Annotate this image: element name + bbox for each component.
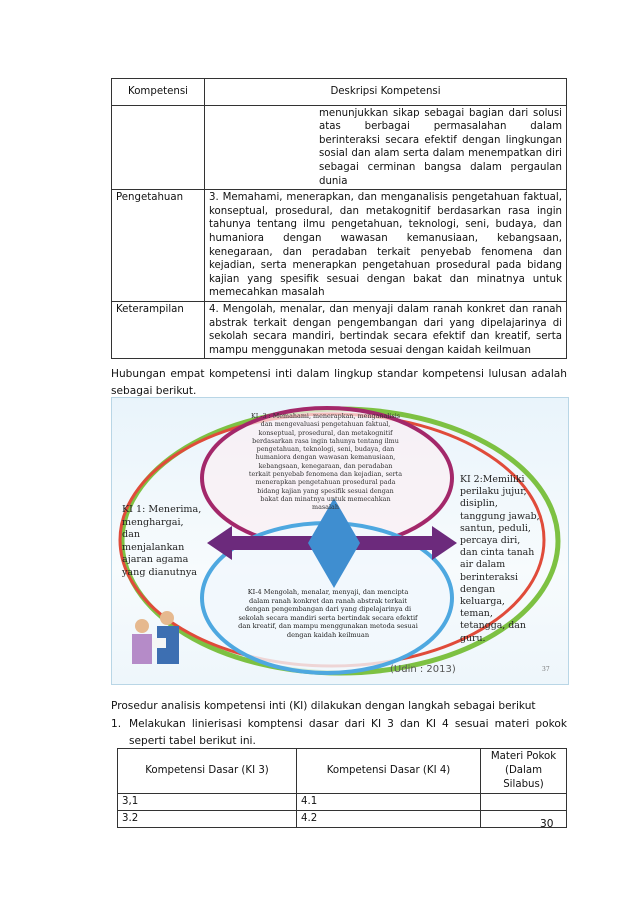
list-item-text: Melakukan linierisasi komptensi dasar dari KI 3 dan KI 4 sesuai materi pokok seperti tabel berikut ini. <box>129 718 567 747</box>
row-description-text: menunjukkan sikap sebagai bagian dari solusi atas berbagai permasalahan dalam berinteraksi secara efektif dengan lingkungan sosial dan alam serta dalam menempatkan diri sebagai cerminan bangsa dalam pergaulan dunia <box>319 107 562 187</box>
cell-kd3: 3.2 <box>118 811 297 828</box>
row-description: 3. Memahami, menerapkan, dan menganalisis pengetahuan faktual, konseptual, prosedural, dan metakognitif berdasarkan rasa ingin tahunya tentang ilmu pengetahuan, teknologi, seni, budaya, dan humaniora dengan wawasan kemanusiaan, kebangsaan, kenegaraan, dan peradaban terkait penyebab fenomena dan kejadian, serta menerapkan pengetahuan prosedural pada bidang kajian yang spesifik sesuai dengan bakat dan minatnya untuk memecahkan masalah <box>205 190 567 302</box>
column-header-kd3: Kompetensi Dasar (KI 3) <box>118 749 297 794</box>
row-description: 4. Mengolah, menalar, dan menyaji dalam ranah konkret dan ranah abstrak terkait dengan pengembangan dari yang dipelajarinya di sekolah secara mandiri, bertindak secara efektif dan kreatif, serta mampu menggunakan metoda sesuai dengan kaidah keilmuan <box>205 301 567 358</box>
ki1-text: KI 1: Menerima, menghargai, dan menjalankan ajaran agama yang dianutnya <box>122 504 202 578</box>
paragraph-intro: Hubungan empat kompetensi inti dalam lingkup standar kompetensi lulusan adalah sebagai berikut. <box>111 368 567 397</box>
row-description <box>205 105 567 190</box>
table-header-row <box>112 79 567 106</box>
column-header-kompetensi: Kompetensi <box>112 79 205 106</box>
slide-number: 37 <box>542 666 550 673</box>
row-label: Pengetahuan <box>112 190 205 302</box>
table-row <box>112 190 567 302</box>
cell-materi <box>481 794 567 811</box>
cell-materi <box>481 811 567 828</box>
row-label <box>112 105 205 190</box>
page-number: 30 <box>540 818 554 830</box>
cell-kd3: 3,1 <box>118 794 297 811</box>
table-header-row <box>118 749 567 794</box>
column-header-materi: Materi Pokok (Dalam Silabus) <box>481 749 567 794</box>
table-row <box>112 301 567 358</box>
basic-competency-table <box>117 748 567 828</box>
cell-kd4: 4.2 <box>297 811 481 828</box>
table-row <box>118 811 567 828</box>
paragraph-procedure: Prosedur analisis kompetensi inti (KI) dilakukan dengan langkah sebagai berikut <box>111 700 536 712</box>
ki4-text: KI-4 Mengolah, menalar, menyaji, dan mencipta dalam ranah konkret dan ranah abstrak terkait dengan pengembangan dari yang dipelajarinya di sekolah secara mandiri serta bertindak secara efektif dan kreatif, dan mampu menggunakan metoda sesuai dengan kaidah keilmuan <box>238 588 418 639</box>
table-row <box>112 105 567 190</box>
source-citation: (Udin : 2013) <box>390 664 456 675</box>
table-row <box>118 794 567 811</box>
column-header-kd4: Kompetensi Dasar (KI 4) <box>297 749 481 794</box>
competency-diagram <box>111 397 569 685</box>
list-number: 1. <box>111 718 122 730</box>
competency-table <box>111 78 567 359</box>
ki3-text: KI -3 : Memahami, menerapkan, menganalisis dan mengevaluasi pengetahuan faktual, konseptual, prosedural, dan metakognitif berdasarkan rasa ingin tahunya tentang ilmu pengetahuan, teknologi, seni, budaya, dan humaniora dengan wawasan kemanusiaan, kebangsaan, kenegaraan, dan peradaban terkait penyebab fenomena dan kejadian, serta menerapkan pengetahuan prosedural pada bidang kajian yang spesifik sesuai dengan bakat dan minatnya untuk memecahkan masalah <box>248 412 403 512</box>
cell-kd4: 4.1 <box>297 794 481 811</box>
row-label: Keterampilan <box>112 301 205 358</box>
ki2-text: KI 2:Memiliki perilaku jujur, disiplin, tanggung jawab, santun, peduli, percaya diri, dan cinta tanah air dalam berinteraksi dengan keluarga, teman, tetangga, dan guru. <box>460 474 540 644</box>
teacher-illustration <box>132 611 179 664</box>
column-header-deskripsi: Deskripsi Kompetensi <box>205 79 567 106</box>
